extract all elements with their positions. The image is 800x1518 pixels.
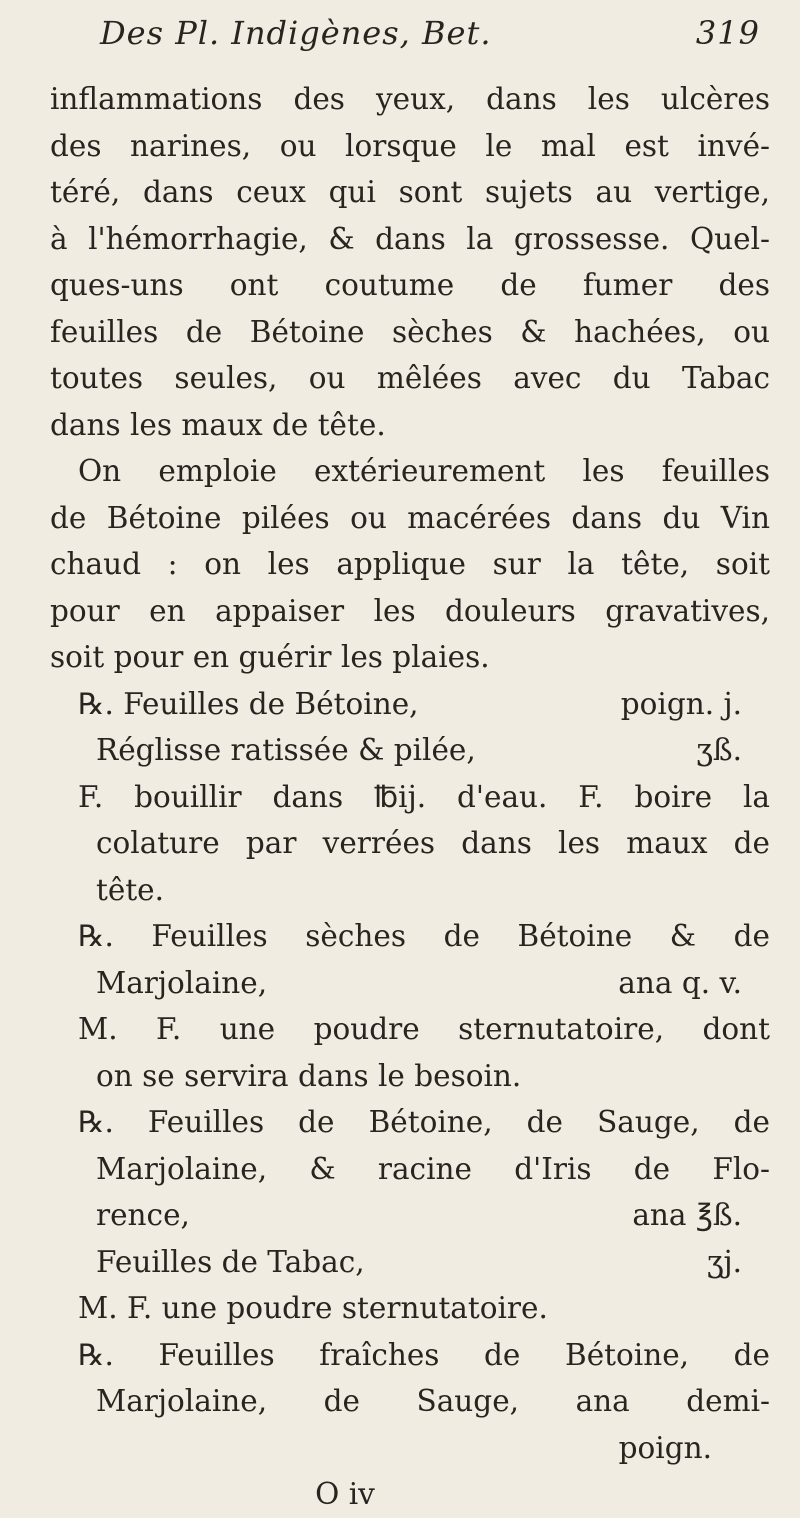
ingredient-name: Marjolaine, bbox=[96, 965, 268, 1000]
recipe-instruction-line: on se servira dans le besoin. bbox=[96, 1058, 522, 1093]
ingredient-name: ℞. Feuilles de Bétoine, bbox=[78, 686, 419, 721]
recipe-ingredient-line: ℞. Feuilles de Bétoine, de Sauge, de bbox=[78, 1105, 770, 1139]
text-line: toutes seules, ou mêlées avec du Tabac bbox=[50, 361, 770, 395]
recipe-instruction-line: colature par verrées dans les maux de bbox=[96, 826, 770, 860]
paragraph-start-line: On emploie extérieurement les feuilles bbox=[78, 454, 770, 488]
text-line: à l'hémorrhagie, & dans la grossesse. Quel- bbox=[50, 221, 770, 256]
ingredient-name: rence, bbox=[96, 1198, 190, 1232]
recipe-ingredient-line: poign. bbox=[618, 1430, 712, 1465]
recipe-ingredient-row bbox=[50, 960, 770, 1007]
ingredient-name: Feuilles de Tabac, bbox=[96, 1244, 365, 1279]
text-line: ques-uns ont coutume de fumer des bbox=[50, 268, 770, 302]
page-number: 319 bbox=[695, 14, 760, 52]
text-line: chaud : on les applique sur la tête, soit bbox=[50, 547, 770, 581]
text-line: inflammations des yeux, dans les ulcères bbox=[50, 82, 770, 116]
ingredient-quantity: poign. j. bbox=[620, 686, 742, 721]
ingredient-quantity: ana ℥ß. bbox=[632, 1198, 742, 1232]
ingredient-quantity: ana q. v. bbox=[618, 965, 742, 1000]
recipe-ingredient-line: ℞. Feuilles fraîches de Bétoine, de bbox=[78, 1337, 770, 1372]
signature-mark: O iv bbox=[315, 1477, 375, 1511]
text-line: des narines, ou lorsque le mal est invé- bbox=[50, 128, 770, 163]
recipe-ingredient-line: Marjolaine, de Sauge, ana demi- bbox=[96, 1384, 770, 1418]
text-line: soit pour en guérir les plaies. bbox=[50, 640, 490, 674]
ingredient-quantity: ʒj. bbox=[706, 1244, 742, 1279]
text-line: feuilles de Bétoine sèches & hachées, ou bbox=[50, 314, 770, 349]
recipe-instruction-line: M. F. une poudre sternutatoire. bbox=[78, 1291, 548, 1325]
text-line: dans les maux de tête. bbox=[50, 407, 386, 442]
text-line: de Bétoine pilées ou macérées dans du Vin bbox=[50, 500, 770, 535]
recipe-instruction-line: F. bouillir dans ℔ij. d'eau. F. boire la bbox=[78, 779, 770, 814]
recipe-ingredient-line: Marjolaine, & racine d'Iris de Flo- bbox=[96, 1151, 770, 1186]
recipe-ingredient-row bbox=[50, 681, 770, 728]
text-line: pour en appaiser les douleurs gravatives, bbox=[50, 593, 770, 628]
recipe-ingredient-row bbox=[50, 1239, 770, 1286]
recipe-ingredient-row bbox=[50, 1192, 770, 1239]
text-line: téré, dans ceux qui sont sujets au vertige, bbox=[50, 175, 770, 209]
running-header bbox=[100, 14, 760, 70]
ingredient-name: Réglisse ratissée & pilée, bbox=[96, 733, 476, 767]
recipe-ingredient-row bbox=[50, 727, 770, 774]
recipe-ingredient-line: ℞. Feuilles sèches de Bétoine & de bbox=[78, 919, 770, 953]
running-title: Des Pl. Indigènes, Bet. bbox=[100, 14, 492, 52]
recipe-instruction-line: tête. bbox=[96, 872, 165, 907]
ingredient-quantity: ʒß. bbox=[696, 733, 742, 767]
recipe-instruction-line: M. F. une poudre sternutatoire, dont bbox=[78, 1012, 770, 1046]
page-body bbox=[50, 76, 770, 1518]
